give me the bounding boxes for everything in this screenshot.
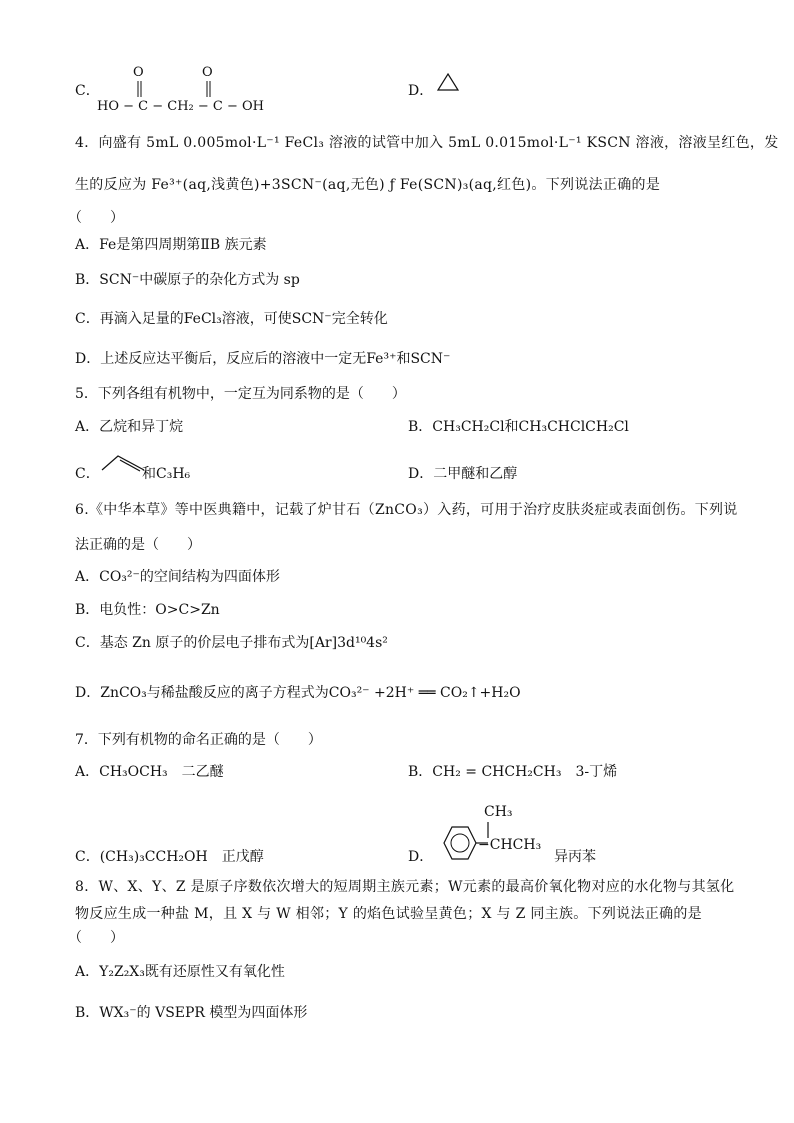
q5-option-c-text: 和C₃H₆ xyxy=(142,466,191,482)
q3-c-carbonyl-o1: O xyxy=(133,65,144,80)
q4-paren: （ ） xyxy=(68,210,124,226)
q6-stem-line2: 法正确的是（ ） xyxy=(75,537,201,553)
q8-stem-line2: 物反应生成一种盐 M，且 X 与 W 相邻；Y 的焰色试验呈黄色；X 与 Z 同主族。下列说法正确的是 xyxy=(75,906,702,922)
q3-option-c-label: C． xyxy=(75,83,100,99)
q3-c-formula: HO − C − CH₂ − C − OH xyxy=(97,99,265,114)
q6-stem-line1: 6.《中华本草》等中医典籍中，记载了炉甘石（ZnCO₃）入药，可用于治疗皮肤炎症或表面创伤。下列说 xyxy=(75,502,738,518)
q8-option-a: A．Y₂Z₂X₃既有还原性又有氧化性 xyxy=(75,964,285,980)
q4-option-b: B．SCN⁻中碳原子的杂化方式为 sp xyxy=(75,272,300,288)
q7-d-name: 异丙苯 xyxy=(554,849,596,865)
q4-option-c: C．再滴入足量的FeCl₃溶液，可使SCN⁻完全转化 xyxy=(75,311,388,327)
q7-stem: 7．下列有机物的命名正确的是（ ） xyxy=(75,732,322,748)
q7-option-a: A．CH₃OCH₃ 二乙醚 xyxy=(75,764,224,780)
q5-option-d: D．二甲醚和乙醇 xyxy=(408,466,518,482)
q4-stem-line2: 生的反应为 Fe³⁺(aq,浅黄色)+3SCN⁻(aq,无色) ƒ Fe(SCN)₃(aq,红色)。下列说法正确的是 xyxy=(75,177,661,193)
q7-d-chch3: −CHCH₃ xyxy=(478,837,542,853)
q7-option-c: C．(CH₃)₃CCH₂OH 正戊醇 xyxy=(75,849,264,865)
q4-stem-line1: 4．向盛有 5mL 0.005mol·L⁻¹ FeCl₃ 溶液的试管中加入 5mL 0.015mol·L⁻¹ KSCN 溶液，溶液呈红色，发 xyxy=(75,135,779,151)
q7-option-b: B．CH₂ = CHCH₂CH₃ 3-丁烯 xyxy=(408,764,618,780)
q7-d-ch3-top: CH₃ xyxy=(484,804,513,820)
q5-stem: 5．下列各组有机物中，一定互为同系物的是（ ） xyxy=(75,386,406,402)
q5-option-b: B．CH₃CH₂Cl和CH₃CHClCH₂Cl xyxy=(408,419,629,435)
q3-c-carbonyl-o2: O xyxy=(202,65,213,80)
q6-option-b: B．电负性：O>C>Zn xyxy=(75,602,220,618)
q6-option-d: D．ZnCO₃与稀盐酸反应的离子方程式为CO₃²⁻ +2H⁺ ══ CO₂↑+H₂O xyxy=(75,685,521,701)
q4-option-a: A．Fe是第四周期第ⅡB 族元素 xyxy=(75,237,267,253)
q6-option-c: C．基态 Zn 原子的价层电子排布式为[Ar]3d¹⁰4s² xyxy=(75,635,388,651)
q7-option-d-label: D． xyxy=(408,849,434,865)
q4-option-d: D．上述反应达平衡后，反应后的溶液中一定无Fe³⁺和SCN⁻ xyxy=(75,351,451,367)
q8-stem-line1: 8．W、X、Y、Z 是原子序数依次增大的短周期主族元素；W元素的最高价氧化物对应的水化物与其氢化 xyxy=(75,879,735,895)
q5-option-a: A．乙烷和异丁烷 xyxy=(75,419,184,435)
q8-option-b: B．WX₃⁻的 VSEPR 模型为四面体形 xyxy=(75,1005,308,1021)
q5-option-c-label: C． xyxy=(75,466,100,482)
triangle-cyclopropane-icon xyxy=(436,72,460,92)
q6-option-a: A．CO₃²⁻的空间结构为四面体形 xyxy=(75,569,280,585)
q3-option-d-label: D． xyxy=(408,83,434,99)
q8-paren: （ ） xyxy=(68,930,124,946)
